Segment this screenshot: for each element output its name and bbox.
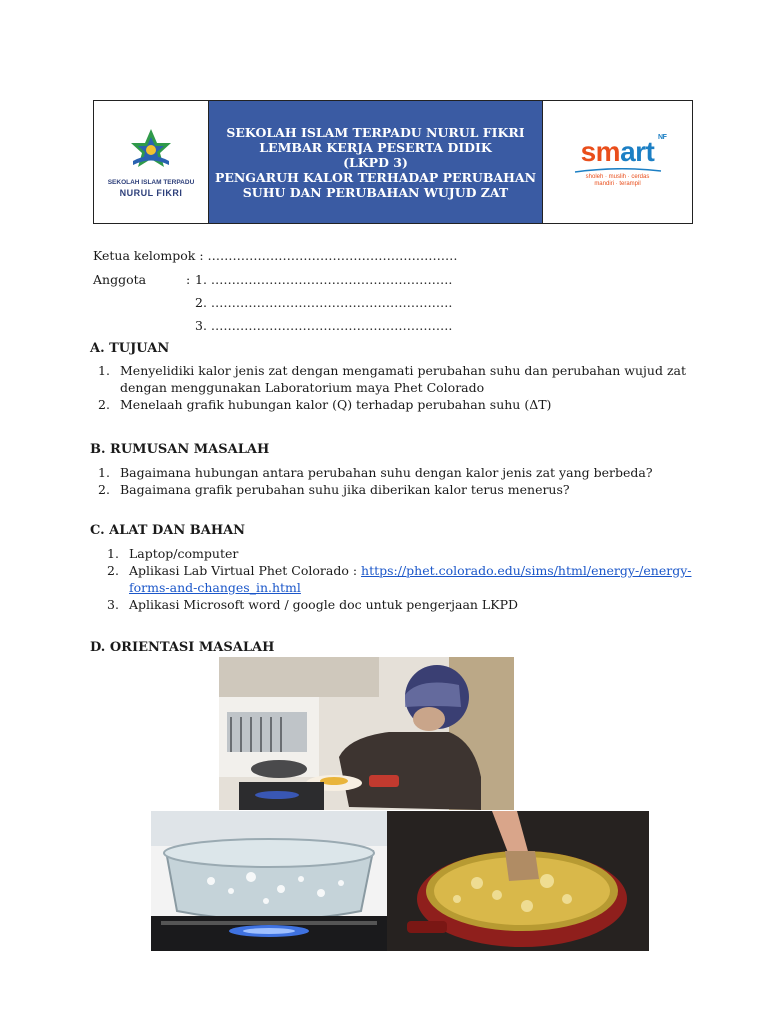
section-d-heading: D. ORIENTASI MASALAH — [90, 640, 275, 655]
title-line-3: (LKPD 3) — [343, 154, 408, 170]
cooking-photo-illustration — [219, 657, 514, 810]
header-title-block — [209, 101, 543, 223]
item-number: 1. — [98, 363, 110, 378]
item-number: 2. — [98, 397, 110, 412]
item-text: Aplikasi Microsoft word / google doc untuk pengerjaan LKPD — [129, 597, 519, 612]
title-line-4: PENGARUH KALOR TERHADAP PERUBAHAN — [214, 169, 537, 185]
smart-superscript: NF — [658, 134, 667, 141]
title-line-1: SEKOLAH ISLAM TERPADU NURUL FIKRI — [226, 124, 525, 140]
section-b-heading: B. RUMUSAN MASALAH — [90, 442, 270, 457]
item-text: dengan menggunakan Laboratorium maya Phet Colorado — [120, 380, 485, 395]
section-c-list — [107, 545, 727, 613]
item-text: Bagaimana hubungan antara perubahan suhu dengan kalor jenis zat yang berbeda? — [120, 465, 653, 480]
photo-boiling-water — [151, 811, 387, 951]
section-a-list — [98, 362, 718, 413]
logo-school-line2: NURUL FIKRI — [119, 187, 183, 198]
list-item — [98, 464, 718, 481]
phet-link-continued[interactable]: forms-and-changes_in.html — [129, 580, 301, 595]
section-c-heading: C. ALAT DAN BAHAN — [90, 523, 246, 538]
item-number: 3. — [107, 597, 119, 612]
list-item — [98, 362, 718, 396]
list-item — [98, 396, 718, 413]
smart-tagline-1: sholeh · muslih · cerdas — [585, 174, 650, 180]
list-item — [98, 481, 718, 498]
ketua-field — [93, 248, 458, 263]
item-text: Aplikasi Lab Virtual Phet Colorado : — [129, 563, 362, 578]
item-text: Menyelidiki kalor jenis zat dengan mengamati perubahan suhu dan perubahan wujud zat — [120, 363, 687, 378]
anggota-item-2[interactable]: 2. …………………………………………………. — [195, 295, 453, 310]
photo-cooking — [219, 657, 514, 810]
header-table — [93, 100, 693, 224]
anggota-label: Anggota — [93, 272, 147, 287]
frying-pan-illustration — [387, 811, 649, 951]
phet-link[interactable]: https://phet.colorado.edu/sims/html/energy-/energy- — [361, 563, 692, 578]
title-line-5: SUHU DAN PERUBAHAN WUJUD ZAT — [242, 184, 509, 200]
anggota-colon: : — [186, 272, 191, 287]
section-a-heading: A. TUJUAN — [90, 341, 170, 356]
section-b-list — [98, 464, 718, 498]
smart-part2: art — [620, 136, 655, 167]
item-number: 2. — [107, 563, 119, 578]
ketua-label: Ketua kelompok : — [93, 248, 204, 263]
anggota-item-1[interactable]: 1. …………………………………………………. — [195, 272, 453, 287]
list-item — [107, 545, 727, 562]
smart-tagline-2: mandiri · terampil — [594, 181, 641, 187]
title-line-2: LEMBAR KERJA PESERTA DIDIK — [259, 139, 492, 155]
item-number: 1. — [107, 546, 119, 561]
item-text: Laptop/computer — [129, 546, 239, 561]
smart-part1: sm — [580, 136, 621, 167]
photo-frying — [387, 811, 649, 951]
logo-school-line1: SEKOLAH ISLAM TERPADU — [107, 178, 195, 186]
nurul-fikri-logo-icon — [116, 127, 186, 179]
boiling-water-illustration — [151, 811, 387, 951]
smart-wordmark — [580, 134, 667, 168]
ketua-dots[interactable]: …………………………………………………… — [207, 248, 458, 263]
anggota-item-3[interactable]: 3. …………………………………………………. — [195, 318, 453, 333]
item-text: Bagaimana grafik perubahan suhu jika diberikan kalor terus menerus? — [120, 482, 570, 497]
school-logo — [94, 101, 209, 223]
list-item — [107, 596, 727, 613]
item-text: Menelaah grafik hubungan kalor (Q) terhadap perubahan suhu (ΔT) — [120, 397, 552, 412]
item-number: 1. — [98, 465, 110, 480]
smart-logo — [543, 101, 692, 223]
item-number: 2. — [98, 482, 110, 497]
list-item — [107, 562, 727, 596]
